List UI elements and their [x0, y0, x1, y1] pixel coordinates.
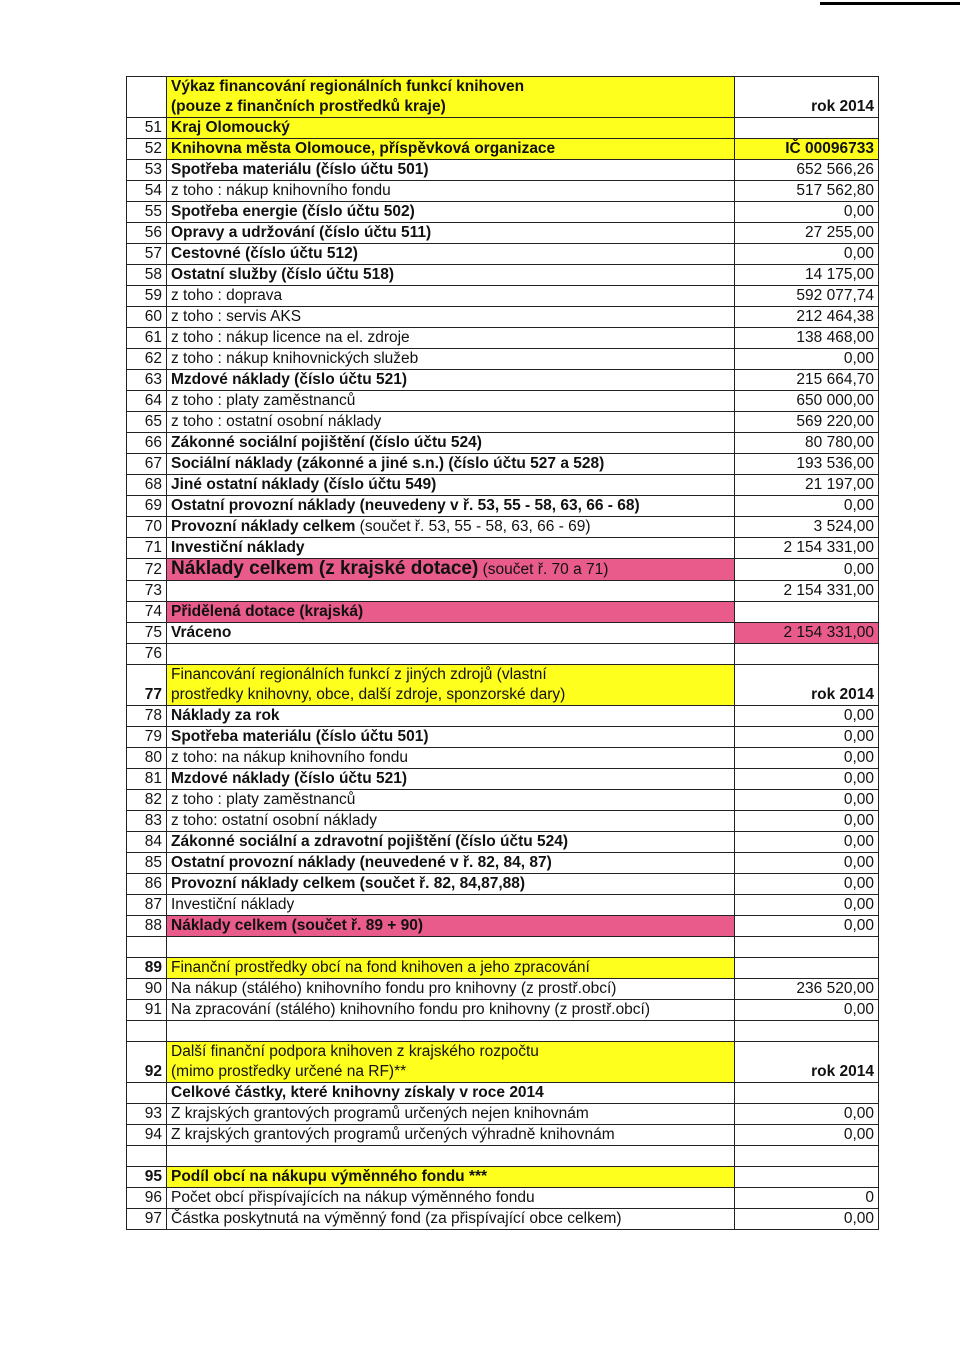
spacer-row — [127, 1021, 879, 1042]
table-row: 90 Na nákup (stálého) knihovního fondu pro knihovny (z prostř.obcí) 236 520,00 — [127, 979, 879, 1000]
ico-badge: IČ 00096733 — [735, 139, 879, 160]
table-row: 55 Spotřeba energie (číslo účtu 502) 0,00 — [127, 202, 879, 223]
table-row: 80 z toho: na nákup knihovního fondu 0,00 — [127, 748, 879, 769]
table-row: 91 Na zpracování (stálého) knihovního fondu pro knihovny (z prostř.obcí) 0,00 — [127, 1000, 879, 1021]
section2-title: Financování regionálních funkcí z jiných zdrojů (vlastní prostředky knihovny, obce, další zdroje, sponzorské dary) — [167, 665, 735, 706]
year-label: rok 2014 — [735, 77, 879, 118]
row-number — [127, 77, 167, 118]
table-row: 61 z toho : nákup licence na el. zdroje 138 468,00 — [127, 328, 879, 349]
table-row: 59 z toho : doprava 592 077,74 — [127, 286, 879, 307]
table-row: 82 z toho : platy zaměstnanců 0,00 — [127, 790, 879, 811]
section4-year: rok 2014 — [735, 1042, 879, 1083]
table-row: 57 Cestovné (číslo účtu 512) 0,00 — [127, 244, 879, 265]
table-row: 74 Přidělená dotace (krajská) — [127, 602, 879, 623]
table-row: 94 Z krajských grantových programů určených výhradně knihovnám 0,00 — [127, 1125, 879, 1146]
table-row: 64 z toho : platy zaměstnanců 650 000,00 — [127, 391, 879, 412]
report-title: Výkaz financování regionálních funkcí knihoven (pouze z finančních prostředků kraje) — [167, 77, 735, 118]
section3-header-row: 89 Finanční prostředky obcí na fond knihoven a jeho zpracování — [127, 958, 879, 979]
section2-header-row: 77 Financování regionálních funkcí z jiných zdrojů (vlastní prostředky knihovny, obce, další zdroje, sponzorské dary) rok 2014 — [127, 665, 879, 706]
table-row: 69 Ostatní provozní náklady (neuvedeny v ř. 53, 55 - 58, 63, 66 - 68) 0,00 — [127, 496, 879, 517]
table-row: 96 Počet obcí přispívajících na nákup výměnného fondu 0 — [127, 1188, 879, 1209]
table-row: 79 Spotřeba materiálu (číslo účtu 501) 0,00 — [127, 727, 879, 748]
financial-report-table — [126, 76, 879, 1230]
table-row: 84 Zákonné sociální a zdravotní pojištění (číslo účtu 524) 0,00 — [127, 832, 879, 853]
table-row: 87 Investiční náklady 0,00 — [127, 895, 879, 916]
table-row: 66 Zákonné sociální pojištění (číslo účtu 524) 80 780,00 — [127, 433, 879, 454]
table-row: 75 Vráceno 2 154 331,00 — [127, 623, 879, 644]
table-row: 54 z toho : nákup knihovního fondu 517 562,80 — [127, 181, 879, 202]
table-row: 81 Mzdové náklady (číslo účtu 521) 0,00 — [127, 769, 879, 790]
table-row: 86 Provozní náklady celkem (součet ř. 82, 84,87,88) 0,00 — [127, 874, 879, 895]
table-row: 70 Provozní náklady celkem (součet ř. 53, 55 - 58, 63, 66 - 69) 3 524,00 — [127, 517, 879, 538]
table-row: 85 Ostatní provozní náklady (neuvedené v ř. 82, 84, 87) 0,00 — [127, 853, 879, 874]
table-row: 56 Opravy a udržování (číslo účtu 511) 27 255,00 — [127, 223, 879, 244]
table-row: 63 Mzdové náklady (číslo účtu 521) 215 664,70 — [127, 370, 879, 391]
table-row: 93 Z krajských grantových programů určených nejen knihovnám 0,00 — [127, 1104, 879, 1125]
section5-title: Podíl obcí na nákupu výměnného fondu *** — [167, 1167, 735, 1188]
table-row: 53 Spotřeba materiálu (číslo účtu 501) 652 566,26 — [127, 160, 879, 181]
table-row — [127, 1083, 879, 1104]
table-row: 73 2 154 331,00 — [127, 581, 879, 602]
table-row: 52 Knihovna města Olomouce, příspěvková organizace IČ 00096733 — [127, 139, 879, 160]
section4-subheader: Celkové částky, které knihovny získaly v roce 2014 — [167, 1083, 735, 1104]
table-row: 97 Částka poskytnutá na výměnný fond (za přispívající obce celkem) 0,00 — [127, 1209, 879, 1230]
table-row: 88 Náklady celkem (součet ř. 89 + 90) 0,00 — [127, 916, 879, 937]
table-row: 58 Ostatní služby (číslo účtu 518) 14 175,00 — [127, 265, 879, 286]
table-row: 72 Náklady celkem (z krajské dotace) (součet ř. 70 a 71) 0,00 — [127, 559, 879, 581]
table-row: 71 Investiční náklady 2 154 331,00 — [127, 538, 879, 559]
section3-title: Finanční prostředky obcí na fond knihoven a jeho zpracování — [167, 958, 735, 979]
section2-year: rok 2014 — [735, 665, 879, 706]
table-row: 65 z toho : ostatní osobní náklady 569 220,00 — [127, 412, 879, 433]
table-row: 78 Náklady za rok 0,00 — [127, 706, 879, 727]
table-row: 51 Kraj Olomoucký — [127, 118, 879, 139]
region-name: Kraj Olomoucký — [167, 118, 735, 139]
table-row: 62 z toho : nákup knihovnických služeb 0,00 — [127, 349, 879, 370]
spacer-row — [127, 1146, 879, 1167]
table-row: 60 z toho : servis AKS 212 464,38 — [127, 307, 879, 328]
table-row: 83 z toho: ostatní osobní náklady 0,00 — [127, 811, 879, 832]
table-row: 67 Sociální náklady (zákonné a jiné s.n.) (číslo účtu 527 a 528) 193 536,00 — [127, 454, 879, 475]
table-row: 68 Jiné ostatní náklady (číslo účtu 549) 21 197,00 — [127, 475, 879, 496]
library-name: Knihovna města Olomouce, příspěvková organizace — [167, 139, 735, 160]
section4-title: Další finanční podpora knihoven z krajského rozpočtu (mimo prostředky určené na RF)** — [167, 1042, 735, 1083]
section5-header-row: 95 Podíl obcí na nákupu výměnného fondu *** — [127, 1167, 879, 1188]
spacer-row — [127, 937, 879, 958]
section4-header-row: 92 Další finanční podpora knihoven z krajského rozpočtu (mimo prostředky určené na RF)** rok 2014 — [127, 1042, 879, 1083]
report-title-row — [127, 77, 879, 118]
scan-edge-mark — [820, 2, 960, 5]
table-row: 76 — [127, 644, 879, 665]
